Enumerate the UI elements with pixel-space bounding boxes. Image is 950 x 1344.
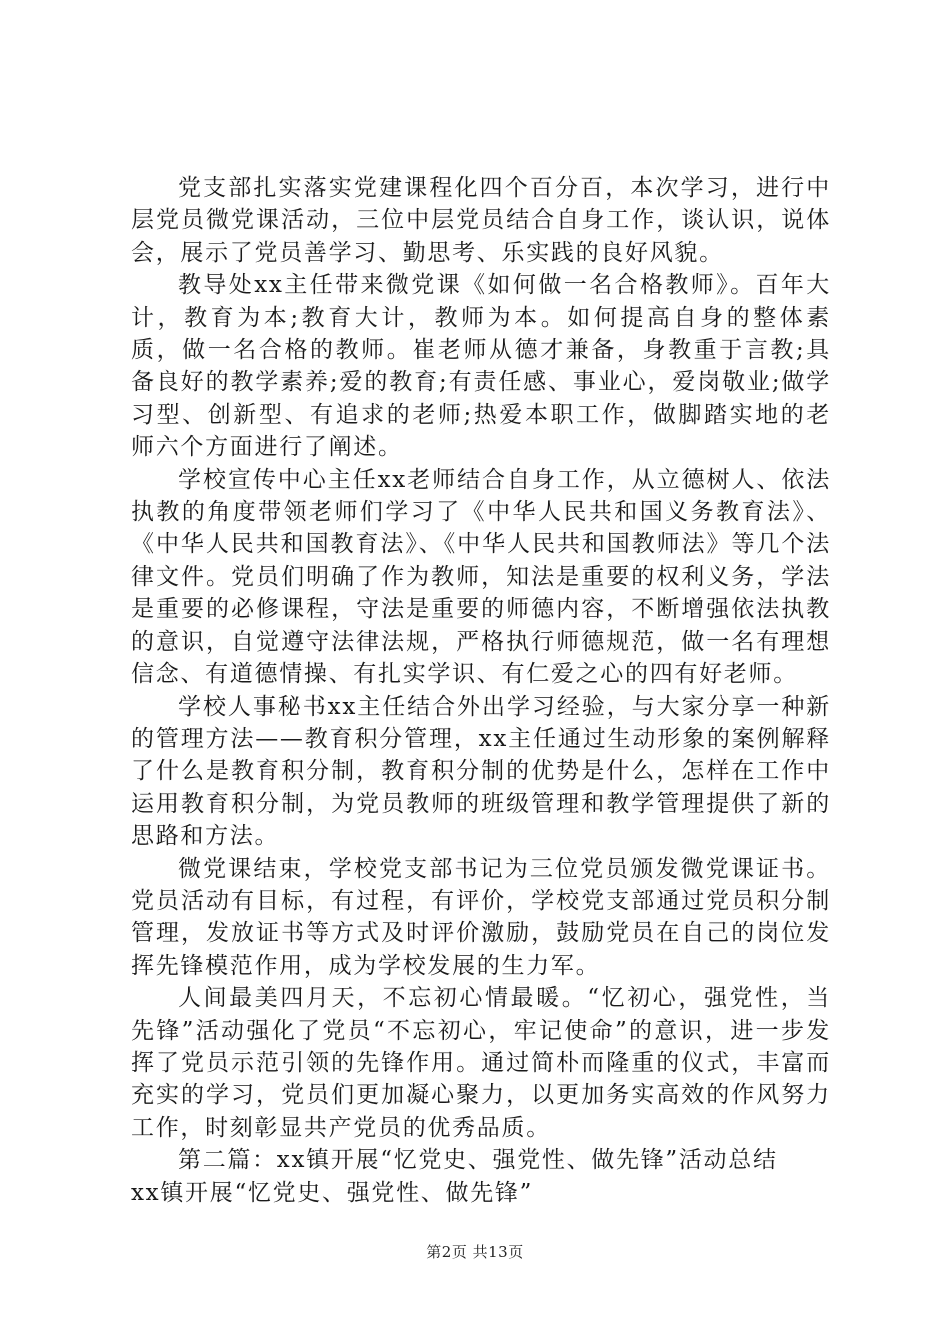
paragraph-certificates: 微党课结束，学校党支部书记为三位党员颁发微党课证书。党员活动有目标，有过程，有评价，学校党支部通过党员积分制管理，发放证书等方式及时评价激励，鼓励党员在自己的岗位发挥先锋模范作用，成为学校发展的生力军。 [131, 855, 831, 979]
paragraph-micro-lesson-intro: 党支部扎实落实党建课程化四个百分百，本次学习，进行中层党员微党课活动，三位中层党员结合自身工作，谈认识，说体会，展示了党员善学习、勤思考、乐实践的良好风貌。 [131, 175, 831, 266]
paragraph-conclusion: 人间最美四月天，不忘初心情最暖。“忆初心，强党性，当先锋”活动强化了党员“不忘初心，牢记使命”的意识，进一步发挥了党员示范引领的先锋作用。通过简朴而隆重的仪式，丰富而充实的学习，党员们更加凝心聚力，以更加务实高效的作风努力工作，时刻彰显共产党员的优秀品质。 [131, 985, 831, 1141]
paragraph-points-management: 学校人事秘书xx主任结合外出学习经验，与大家分享一种新的管理方法——教育积分管理，xx主任通过生动形象的案例解释了什么是教育积分制，教育积分制的优势是什么，怎样在工作中运用教育积分制，为党员教师的班级管理和教学管理提供了新的思路和方法。 [131, 693, 831, 850]
paragraph-second-article-start: xx镇开展“忆党史、强党性、做先锋” [131, 1179, 534, 1206]
paragraph-second-article-title: 第二篇：xx镇开展“忆党史、强党性、做先锋”活动总结 [178, 1147, 778, 1174]
paragraph-law-study: 学校宣传中心主任xx老师结合自身工作，从立德树人、依法执教的角度带领老师们学习了《中华人民共和国义务教育法》、《中华人民共和国教育法》、《中华人民共和国教师法》等几个法律文件。党员们明确了作为教师，知法是重要的权利义务，学法是重要的必修课程，守法是重要的师德内容，不断增强依法执教的意识，自觉遵守法律法规，严格执行师德规范，做一名有理想信念、有道德情操、有扎实学识、有仁爱之心的四有好老师。 [131, 466, 831, 688]
page-number-footer: 第2页 共13页 [426, 1243, 524, 1261]
paragraph-qualified-teacher: 教导处xx主任带来微党课《如何做一名合格教师》。百年大计，教育为本;教育大计，教师为本。如何提高自身的整体素质，做一名合格的教师。崔老师从德才兼备，身教重于言教;具备良好的教学素养;爱的教育;有责任感、事业心，爱岗敬业;做学习型、创新型、有追求的老师;热爱本职工作，做脚踏实地的老师六个方面进行了阐述。 [131, 272, 831, 461]
document-body [131, 172, 831, 1209]
